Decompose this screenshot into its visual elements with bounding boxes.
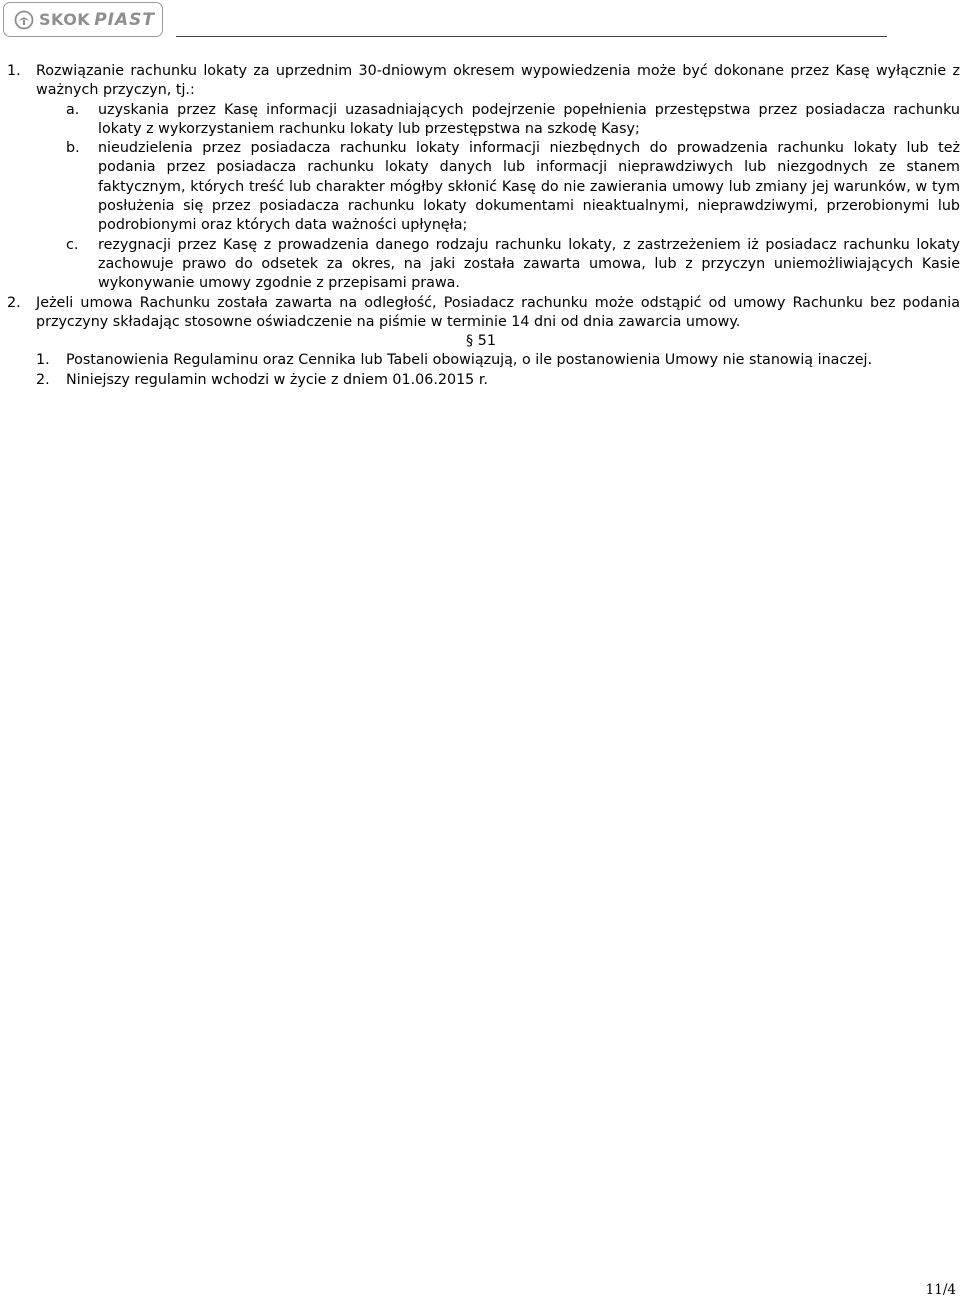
final-item-2 [0,371,960,390]
list-item-text: uzyskania przez Kasę informacji uzasadniających podejrzenie popełnienia przestępstwa przez posiadacza rachunku lokaty z wykorzystaniem rachunku lokaty lub przestępstwa na szkodę Kasy; [98,101,960,137]
header-rule [176,36,887,37]
list-item-2 [0,294,960,333]
skok-piast-logo [3,2,163,37]
list-item-a [0,101,960,140]
list-item-letter: c. [66,236,79,253]
list-item-c [0,236,960,294]
list-item-text: Niniejszy regulamin wchodzi w życie z dniem 01.06.2015 r. [66,371,488,388]
document-body [0,62,960,390]
list-item-b [0,139,960,235]
page-header [0,0,960,48]
list-item-text: Rozwiązanie rachunku lokaty za uprzednim 30-dniowym okresem wypowiedzenia może być dokonane przez Kasę wyłącznie z ważnych przyczyn, tj.: [36,63,960,99]
list-item-text: Postanowienia Regulaminu oraz Cennika lub Tabeli obowiązują, o ile postanowienia Umowy nie stanowią inaczej. [66,352,873,369]
list-item-number: 2. [36,371,50,388]
logo-text-skok: SKOK [39,9,91,29]
list-item-text: nieudzielenia przez posiadacza rachunku lokaty informacji niezbędnych do prowadzenia rachunku lokaty lub też podania przez posiadacza rachunku lokaty danych lub informacji nieprawdziwych lub niezgodnych ze stanem faktycznym, których treść lub charakter mógłby skłonić Kasę do nie zawierania umowy lub zmiany jej warunków, w tym posłużenia się przez posiadacza rachunku lokaty dokumentami nieaktualnymi, nieprawdziwymi, przerobionymi lub podrobionymi oraz których data ważności upłynęła; [98,140,960,234]
page-number: 11/4 [925,1282,956,1298]
list-item-number: 1. [7,63,21,79]
list-item-number: 1. [36,352,50,369]
list-item-text: Jeżeli umowa Rachunku została zawarta na odległość, Posiadacz rachunku może odstąpić od umowy Rachunku bez podania przyczyny składając stosowne oświadczenie na piśmie w terminie 14 dni od dnia zawarcia umowy. [36,294,960,330]
logo-text [39,10,155,30]
list-item-number: 2. [7,294,21,311]
logo-text-piast: PIAST [94,9,155,30]
list-item-1 [0,62,960,101]
list-item-letter: a. [66,101,80,118]
section-heading: § 51 [466,333,496,350]
list-item-letter: b. [66,140,80,157]
logo-emblem-icon [14,10,34,30]
list-item-text: rezygnacji przez Kasę z prowadzenia danego rodzaju rachunku lokaty, z zastrzeżeniem iż posiadacz rachunku lokaty zachowuje prawo do odsetek za okres, na jaki została zawarta umowa, lub z przyczyn uniemożliwiających Kasie wykonywanie umowy zgodnie z przepisami prawa. [98,236,960,292]
final-item-1 [0,351,960,370]
